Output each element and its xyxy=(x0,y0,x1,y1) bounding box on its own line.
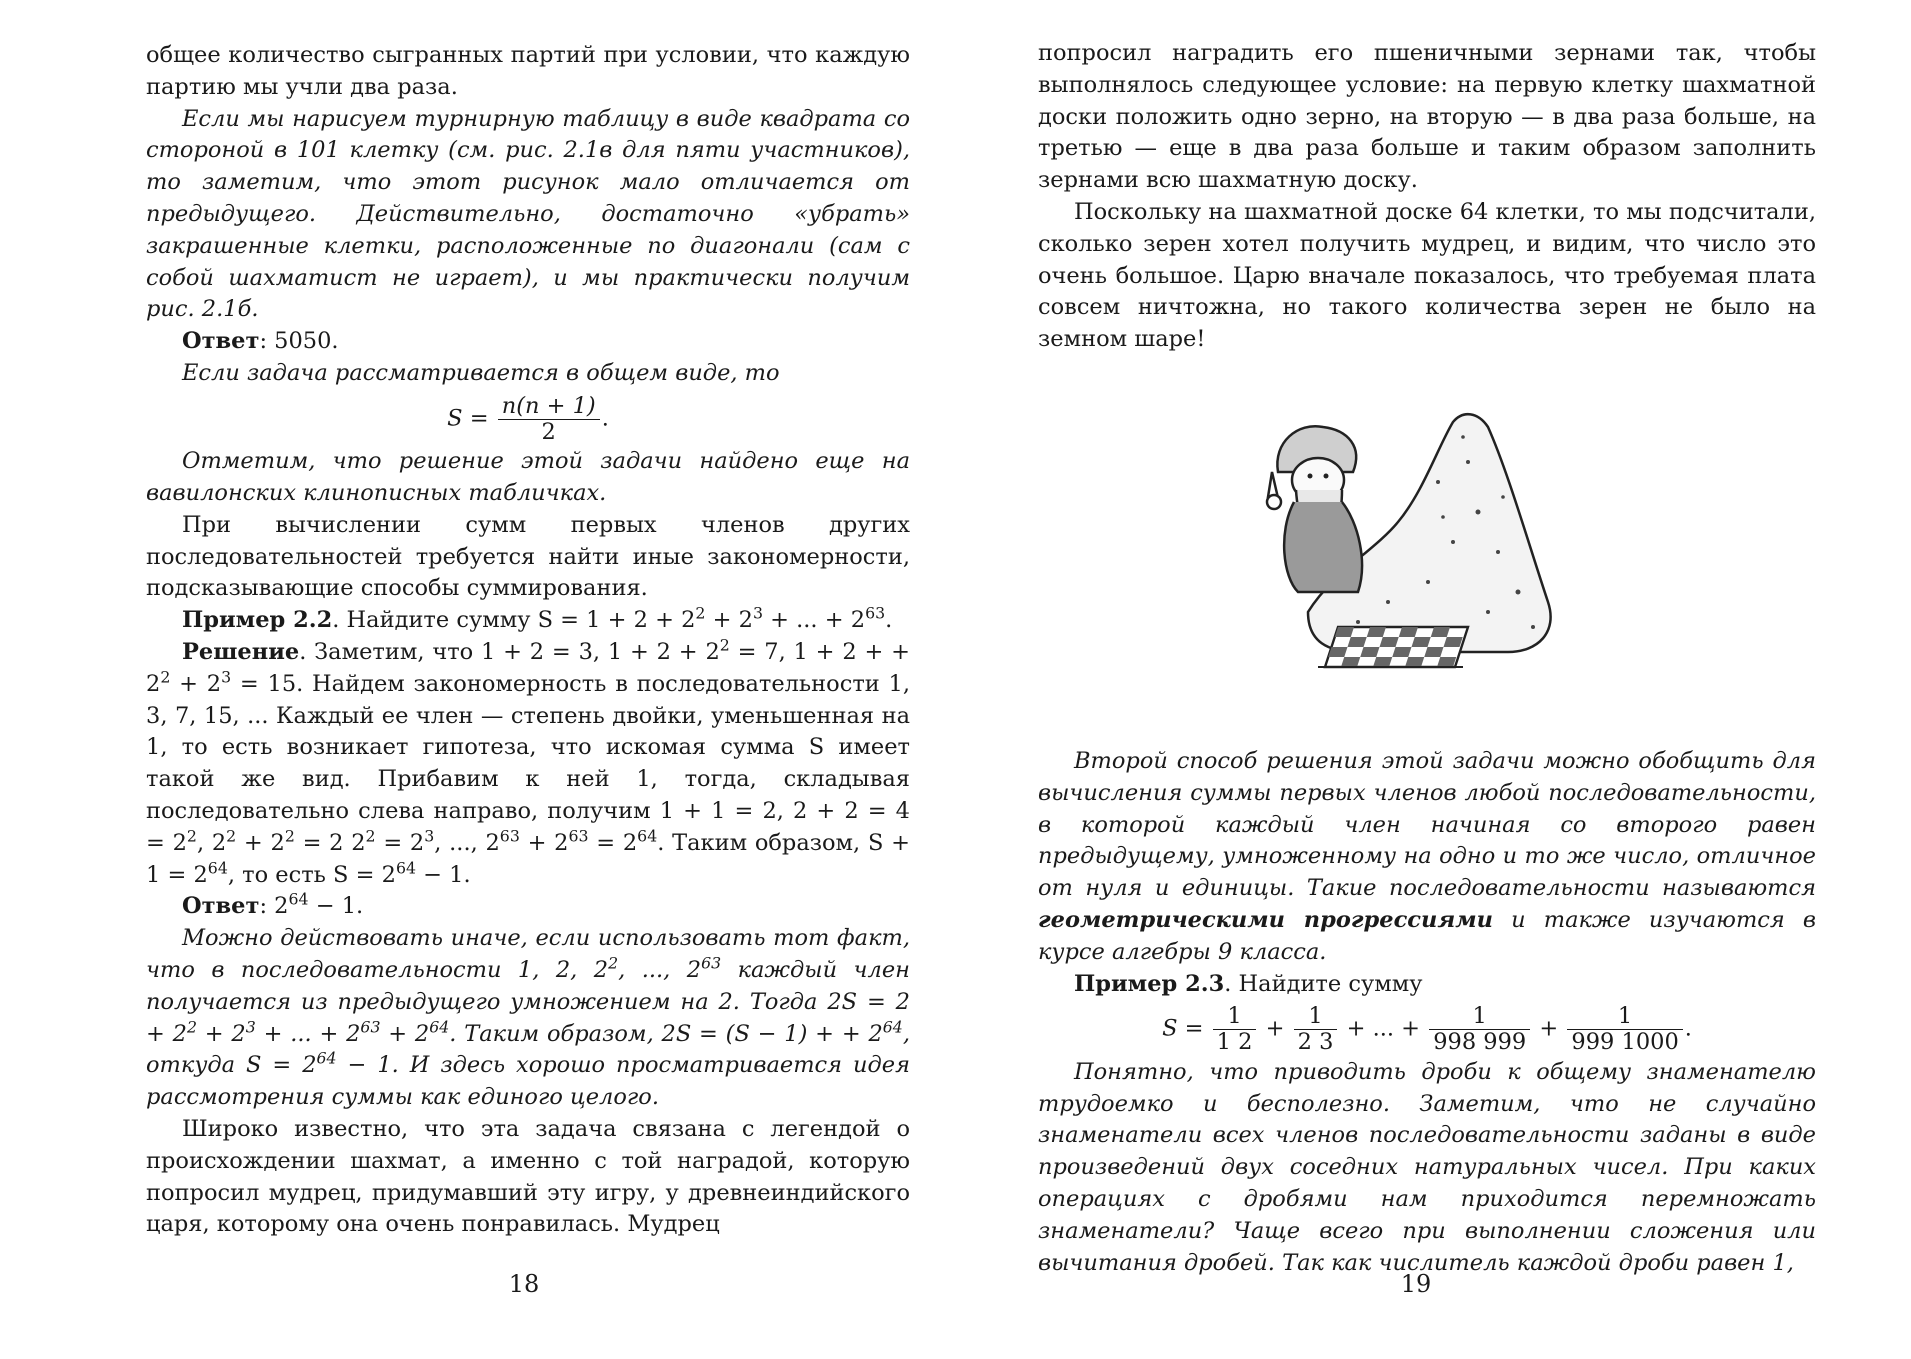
fraction xyxy=(1213,1004,1257,1055)
fraction-denominator: 998 999 xyxy=(1433,1029,1527,1056)
paragraph: Поскольку на шахматной доске 64 клетки, то мы подсчитали, сколько зерен хотел получить мудрец, и видим, что число это очень большое. Царю вначале показалось, что требуемая плата совсем ничтожна, но такого количества зерен не было на земном шаре! xyxy=(1038,198,1816,353)
exponent: 2 xyxy=(695,603,706,623)
text: − 1. И здесь хорошо просматривается идея рассмотрения суммы как единого целого. xyxy=(146,1052,910,1111)
exponent: 64 xyxy=(395,858,416,878)
exponent: 2 xyxy=(719,635,730,655)
answer-label: Ответ xyxy=(182,893,260,920)
text: и также изучаются в курсе алгебры 9 класса. xyxy=(1038,906,1816,965)
fraction-numerator: n(n + 1) xyxy=(498,394,600,420)
exponent: 63 xyxy=(360,1017,381,1037)
text: + 2 xyxy=(197,1020,246,1047)
text: , ..., 2 xyxy=(434,829,500,856)
example-label: Пример 2.2 xyxy=(182,607,333,634)
exponent: 2 xyxy=(608,953,619,973)
text: = 2 xyxy=(588,829,638,856)
fraction-denominator: 999 1000 xyxy=(1571,1029,1679,1056)
paragraph-italic xyxy=(1038,746,1816,969)
text: . Найдите сумму S = 1 + 2 + 2 xyxy=(332,607,696,634)
text: . Таким образом, 2S = (S − 1) + + 2 xyxy=(449,1020,883,1047)
term-geometric-progressions: геометрическими прогрессиями xyxy=(1038,906,1494,933)
text: = 7, 1 + 2 + + 2 xyxy=(146,639,910,697)
exponent: 2 xyxy=(284,826,295,846)
fraction-denominator: 1 2 xyxy=(1216,1029,1253,1056)
right-page xyxy=(1038,38,1816,1279)
exponent: 64 xyxy=(316,1048,337,1068)
text: + 2 xyxy=(236,829,285,856)
paragraph: Широко известно, что эта задача связана с легендой о происхождении шахмат, а именно с той наградой, которую попросил мудрец, придумавший эту игру, у древнеиндийского царя, которому она очень понравилась. Мудрец xyxy=(146,1116,910,1238)
exponent: 63 xyxy=(499,826,520,846)
exponent: 3 xyxy=(245,1017,256,1037)
text: = 15. Найдем закономерность в последовательности 1, 3, 7, 15, ... Каждый ее член — степень двойки, уменьшенная на 1, то есть возникает гипотеза, что искомая сумма S имеет такой же вид. Прибавим к ней 1, тогда, складывая последовательно слева направо, получим 1 + 1 = 2, 2 + 2 = 4 = 2 xyxy=(146,670,910,856)
answer-value: : 5050. xyxy=(259,328,339,355)
fraction-numerator: 1 xyxy=(1213,1004,1257,1030)
text: Второй способ решения этой задачи можно обобщить для вычисления суммы первых членов любой последовательности, в которой каждый член начиная со второго равен предыдущему, умноженному на одно и то же число, отличное от нуля и единицы. Такие последовательности называются xyxy=(1038,747,1816,902)
exponent: 3 xyxy=(424,826,435,846)
example-2-3 xyxy=(1038,969,1816,1001)
exponent: 64 xyxy=(207,858,228,878)
text: , откуда S = 2 xyxy=(146,1020,910,1079)
text: . xyxy=(885,607,893,634)
formula-end: . xyxy=(601,405,609,432)
text: = 2 xyxy=(375,829,425,856)
example-2-2 xyxy=(146,605,910,637)
fraction xyxy=(1567,1004,1682,1055)
exponent: 2 xyxy=(186,826,197,846)
formula-lhs: S = xyxy=(447,405,489,432)
paragraph-italic: Если мы нарисуем турнирную таблицу в виде квадрата со стороной в 101 клетку (см. рис. 2.1в для пяти участников), то заметим, что этот рисунок мало отличается от предыдущего. Действительно, достаточно «убрать» закрашенные клетки, расположенные по диагонали (сам с собой шахматист не играет), и мы практически получим рис. 2.1б. xyxy=(146,105,910,323)
answer-line xyxy=(146,891,910,923)
plus-sign: + xyxy=(1539,1015,1559,1042)
fraction xyxy=(498,394,600,445)
plus-sign: + xyxy=(1265,1015,1285,1042)
text: : 2 xyxy=(259,893,289,920)
exponent: 2 xyxy=(365,826,376,846)
text: = 2 2 xyxy=(294,829,366,856)
exponent: 64 xyxy=(288,889,309,909)
text: + ... + 2 xyxy=(255,1020,361,1047)
answer-line xyxy=(146,326,910,358)
text: , ..., 2 xyxy=(618,957,702,984)
exponent: 3 xyxy=(221,667,232,687)
solution-label: Решение xyxy=(182,639,300,666)
text: − 1. xyxy=(308,893,364,920)
text: + 2 xyxy=(380,1020,430,1047)
sage-grain-illustration xyxy=(1238,402,1598,702)
text: . Заметим, что 1 + 2 = 3, 1 + 2 + 2 xyxy=(299,639,720,666)
page-number-left: 18 xyxy=(508,1270,540,1298)
ellipsis-term: + ... + xyxy=(1346,1015,1421,1042)
formula-end: . xyxy=(1684,1015,1692,1042)
text: + ... + 2 xyxy=(762,607,866,634)
fraction xyxy=(1294,1004,1338,1055)
fraction-denominator: 2 3 xyxy=(1297,1029,1334,1056)
exponent: 63 xyxy=(865,603,886,623)
fraction-numerator: 1 xyxy=(1294,1004,1338,1030)
fraction-numerator: 1 xyxy=(1567,1004,1682,1030)
sage-with-grain-pile-icon xyxy=(1238,402,1598,702)
paragraph: попросил наградить его пшеничными зернами так, чтобы выполнялось следующее условие: на первую клетку шахматной доски положить одно зерно, на вторую — в два раза больше, на третью — еще в два раза больше и таким образом заполнить зернами всю шахматную доску. xyxy=(1038,40,1816,194)
text: , 2 xyxy=(196,829,227,856)
exponent: 63 xyxy=(701,953,722,973)
text: каждый член получается из предыдущего умножением на 2. Тогда 2S = 2 + 2 xyxy=(146,957,910,1047)
text: Можно действовать иначе, если использовать тот факт, что в последовательности 1, 2, 2 xyxy=(146,925,910,984)
text: . Таким образом, S + 1 = 2 xyxy=(146,829,910,888)
paragraph: При вычислении сумм первых членов других последовательностей требуется найти иные закономерности, подсказывающие способы суммирования. xyxy=(146,511,910,602)
paragraph-italic xyxy=(146,923,910,1114)
text: + 2 xyxy=(705,607,753,634)
answer-label: Ответ xyxy=(182,328,260,355)
formula-fraction-sum xyxy=(1038,1004,1816,1055)
exponent: 2 xyxy=(226,826,237,846)
exponent: 3 xyxy=(752,603,763,623)
text: . Найдите сумму xyxy=(1224,970,1423,997)
paragraph-italic: Понятно, что приводить дроби к общему знаменателю трудоемко и бесполезно. Заметим, что не случайно знаменатели всех членов последовательности заданы в виде произведений двух соседних натуральных чисел. При каких операциях с дробями нам приходится перемножать знаменатели? Чаще всего при выполнении сложения или вычитания дробей. Так как числитель каждой дроби равен 1, xyxy=(1038,1058,1816,1276)
page-number-right: 19 xyxy=(1400,1270,1432,1298)
exponent: 64 xyxy=(637,826,658,846)
exponent: 64 xyxy=(429,1017,450,1037)
fraction-numerator: 1 xyxy=(1429,1004,1530,1030)
solution xyxy=(146,637,910,891)
exponent: 63 xyxy=(568,826,589,846)
formula-lhs: S = xyxy=(1162,1015,1204,1042)
paragraph-italic: Если задача рассматривается в общем виде, то xyxy=(182,359,780,386)
paragraph-italic: Отметим, что решение этой задачи найдено еще на вавилонских клинописных табличках. xyxy=(146,448,910,507)
text: + 2 xyxy=(170,670,222,697)
left-page xyxy=(146,40,910,1241)
paragraph: общее количество сыгранных партий при условии, что каждую партию мы учли два раза. xyxy=(146,42,910,100)
example-label: Пример 2.3 xyxy=(1074,970,1225,997)
text: − 1. xyxy=(416,861,471,888)
exponent: 2 xyxy=(160,667,171,687)
formula-sum xyxy=(146,394,910,445)
text: , то есть S = 2 xyxy=(227,861,396,888)
text: + 2 xyxy=(519,829,569,856)
fraction-denominator: 2 xyxy=(541,418,556,445)
fraction xyxy=(1429,1004,1530,1055)
exponent: 2 xyxy=(186,1017,197,1037)
exponent: 64 xyxy=(882,1017,903,1037)
